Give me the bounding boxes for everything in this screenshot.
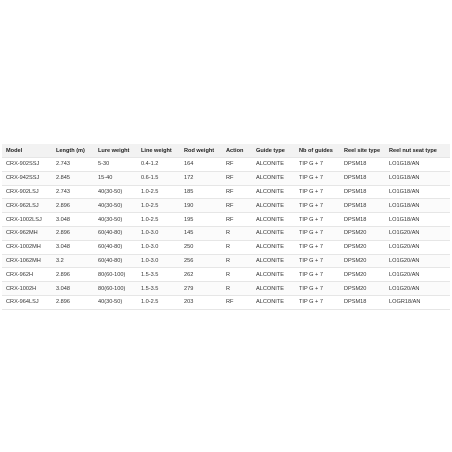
- cell-rod-weight: 164: [180, 158, 222, 172]
- table-header: [2, 144, 450, 158]
- cell-reel-site-type: DPSM18: [340, 213, 385, 227]
- column-header-length: Length (m): [52, 144, 94, 158]
- table-row: [2, 185, 450, 199]
- cell-line-weight: 1.0-3.0: [137, 254, 180, 268]
- cell-line-weight: 1.0-2.5: [137, 185, 180, 199]
- cell-reel-nut-seat-type: LO1G18/AN: [385, 158, 450, 172]
- cell-rod-weight: 185: [180, 185, 222, 199]
- cell-model: CRX-1062MH: [2, 254, 52, 268]
- cell-lure-weight: 60(40-80): [94, 254, 137, 268]
- cell-length: 2.896: [52, 295, 94, 309]
- cell-model: CRX-1002H: [2, 282, 52, 296]
- cell-length: 2.896: [52, 226, 94, 240]
- cell-line-weight: 0.6-1.5: [137, 171, 180, 185]
- cell-action: RF: [222, 295, 252, 309]
- cell-line-weight: 1.0-2.5: [137, 295, 180, 309]
- cell-action: RF: [222, 171, 252, 185]
- cell-line-weight: 1.0-3.0: [137, 226, 180, 240]
- column-header-reel-site-type: Reel site type: [340, 144, 385, 158]
- cell-reel-nut-seat-type: LOGR18/AN: [385, 295, 450, 309]
- cell-lure-weight: 60(40-80): [94, 240, 137, 254]
- cell-nb-guides: TIP G + 7: [295, 226, 340, 240]
- table-body: [2, 158, 450, 310]
- cell-nb-guides: TIP G + 7: [295, 185, 340, 199]
- cell-action: RF: [222, 158, 252, 172]
- cell-guide-type: ALCONITE: [252, 295, 295, 309]
- cell-line-weight: 1.0-3.0: [137, 240, 180, 254]
- cell-line-weight: 1.0-2.5: [137, 199, 180, 213]
- cell-model: CRX-964LSJ: [2, 295, 52, 309]
- cell-lure-weight: 80(60-100): [94, 282, 137, 296]
- cell-rod-weight: 279: [180, 282, 222, 296]
- cell-lure-weight: 15-40: [94, 171, 137, 185]
- table-row: [2, 254, 450, 268]
- cell-reel-nut-seat-type: LO1G20/AN: [385, 254, 450, 268]
- cell-rod-weight: 262: [180, 268, 222, 282]
- cell-length: 3.048: [52, 240, 94, 254]
- cell-reel-site-type: DPSM18: [340, 171, 385, 185]
- cell-reel-nut-seat-type: LO1G18/AN: [385, 213, 450, 227]
- table-row: [2, 171, 450, 185]
- table-row: [2, 226, 450, 240]
- column-header-rod-weight: Rod weight: [180, 144, 222, 158]
- cell-reel-nut-seat-type: LO1G18/AN: [385, 199, 450, 213]
- cell-reel-site-type: DPSM18: [340, 199, 385, 213]
- cell-length: 2.743: [52, 185, 94, 199]
- cell-rod-weight: 190: [180, 199, 222, 213]
- cell-reel-nut-seat-type: LO1G20/AN: [385, 226, 450, 240]
- cell-action: RF: [222, 213, 252, 227]
- table-row: [2, 213, 450, 227]
- cell-model: CRX-902SSJ: [2, 158, 52, 172]
- cell-reel-nut-seat-type: LO1G18/AN: [385, 185, 450, 199]
- cell-line-weight: 1.5-3.5: [137, 282, 180, 296]
- cell-rod-weight: 256: [180, 254, 222, 268]
- cell-nb-guides: TIP G + 7: [295, 199, 340, 213]
- cell-action: R: [222, 240, 252, 254]
- cell-reel-site-type: DPSM18: [340, 295, 385, 309]
- cell-reel-site-type: DPSM18: [340, 185, 385, 199]
- cell-rod-weight: 203: [180, 295, 222, 309]
- cell-length: 2.896: [52, 199, 94, 213]
- cell-nb-guides: TIP G + 7: [295, 171, 340, 185]
- cell-guide-type: ALCONITE: [252, 240, 295, 254]
- rod-spec-table: [2, 144, 450, 310]
- table-row: [2, 199, 450, 213]
- cell-nb-guides: TIP G + 7: [295, 295, 340, 309]
- cell-reel-site-type: DPSM20: [340, 226, 385, 240]
- cell-lure-weight: 40(30-50): [94, 213, 137, 227]
- cell-action: R: [222, 268, 252, 282]
- cell-length: 3.048: [52, 213, 94, 227]
- cell-nb-guides: TIP G + 7: [295, 254, 340, 268]
- column-header-guide-type: Guide type: [252, 144, 295, 158]
- cell-guide-type: ALCONITE: [252, 171, 295, 185]
- table-row: [2, 240, 450, 254]
- cell-rod-weight: 172: [180, 171, 222, 185]
- cell-action: R: [222, 226, 252, 240]
- cell-guide-type: ALCONITE: [252, 213, 295, 227]
- column-header-reel-nut-seat-type: Reel nut seat type: [385, 144, 450, 158]
- cell-model: CRX-1002MH: [2, 240, 52, 254]
- table-row: [2, 158, 450, 172]
- cell-reel-nut-seat-type: LO1G18/AN: [385, 171, 450, 185]
- cell-rod-weight: 195: [180, 213, 222, 227]
- cell-length: 2.896: [52, 268, 94, 282]
- header-row: [2, 144, 450, 158]
- cell-nb-guides: TIP G + 7: [295, 158, 340, 172]
- column-header-nb-guides: Nb of guides: [295, 144, 340, 158]
- cell-length: 2.743: [52, 158, 94, 172]
- cell-line-weight: 1.0-2.5: [137, 213, 180, 227]
- cell-nb-guides: TIP G + 7: [295, 213, 340, 227]
- column-header-line-weight: Line weight: [137, 144, 180, 158]
- cell-line-weight: 0.4-1.2: [137, 158, 180, 172]
- cell-model: CRX-902LSJ: [2, 185, 52, 199]
- cell-rod-weight: 145: [180, 226, 222, 240]
- cell-lure-weight: 80(60-100): [94, 268, 137, 282]
- cell-reel-site-type: DPSM20: [340, 240, 385, 254]
- cell-reel-site-type: DPSM18: [340, 158, 385, 172]
- cell-reel-nut-seat-type: LO1G20/AN: [385, 268, 450, 282]
- cell-action: R: [222, 254, 252, 268]
- cell-reel-site-type: DPSM20: [340, 268, 385, 282]
- cell-model: CRX-962H: [2, 268, 52, 282]
- cell-guide-type: ALCONITE: [252, 282, 295, 296]
- cell-reel-site-type: DPSM20: [340, 254, 385, 268]
- table-row: [2, 295, 450, 309]
- cell-guide-type: ALCONITE: [252, 185, 295, 199]
- cell-nb-guides: TIP G + 7: [295, 240, 340, 254]
- table-row: [2, 268, 450, 282]
- cell-lure-weight: 5-30: [94, 158, 137, 172]
- cell-lure-weight: 60(40-80): [94, 226, 137, 240]
- column-header-action: Action: [222, 144, 252, 158]
- cell-reel-nut-seat-type: LO1G20/AN: [385, 240, 450, 254]
- cell-nb-guides: TIP G + 7: [295, 282, 340, 296]
- cell-length: 3.048: [52, 282, 94, 296]
- cell-lure-weight: 40(30-50): [94, 185, 137, 199]
- column-header-model: Model: [2, 144, 52, 158]
- cell-model: CRX-942SSJ: [2, 171, 52, 185]
- cell-nb-guides: TIP G + 7: [295, 268, 340, 282]
- cell-guide-type: ALCONITE: [252, 226, 295, 240]
- cell-length: 2.845: [52, 171, 94, 185]
- cell-length: 3.2: [52, 254, 94, 268]
- cell-guide-type: ALCONITE: [252, 158, 295, 172]
- cell-action: R: [222, 282, 252, 296]
- cell-model: CRX-962MH: [2, 226, 52, 240]
- cell-model: CRX-1002LSJ: [2, 213, 52, 227]
- cell-reel-site-type: DPSM20: [340, 282, 385, 296]
- column-header-lure-weight: Lure weight: [94, 144, 137, 158]
- table-row: [2, 282, 450, 296]
- cell-lure-weight: 40(30-50): [94, 199, 137, 213]
- cell-model: CRX-962LSJ: [2, 199, 52, 213]
- cell-lure-weight: 40(30-50): [94, 295, 137, 309]
- cell-rod-weight: 250: [180, 240, 222, 254]
- cell-reel-nut-seat-type: LO1G20/AN: [385, 282, 450, 296]
- cell-action: RF: [222, 185, 252, 199]
- cell-guide-type: ALCONITE: [252, 254, 295, 268]
- cell-action: RF: [222, 199, 252, 213]
- cell-guide-type: ALCONITE: [252, 268, 295, 282]
- cell-guide-type: ALCONITE: [252, 199, 295, 213]
- cell-line-weight: 1.5-3.5: [137, 268, 180, 282]
